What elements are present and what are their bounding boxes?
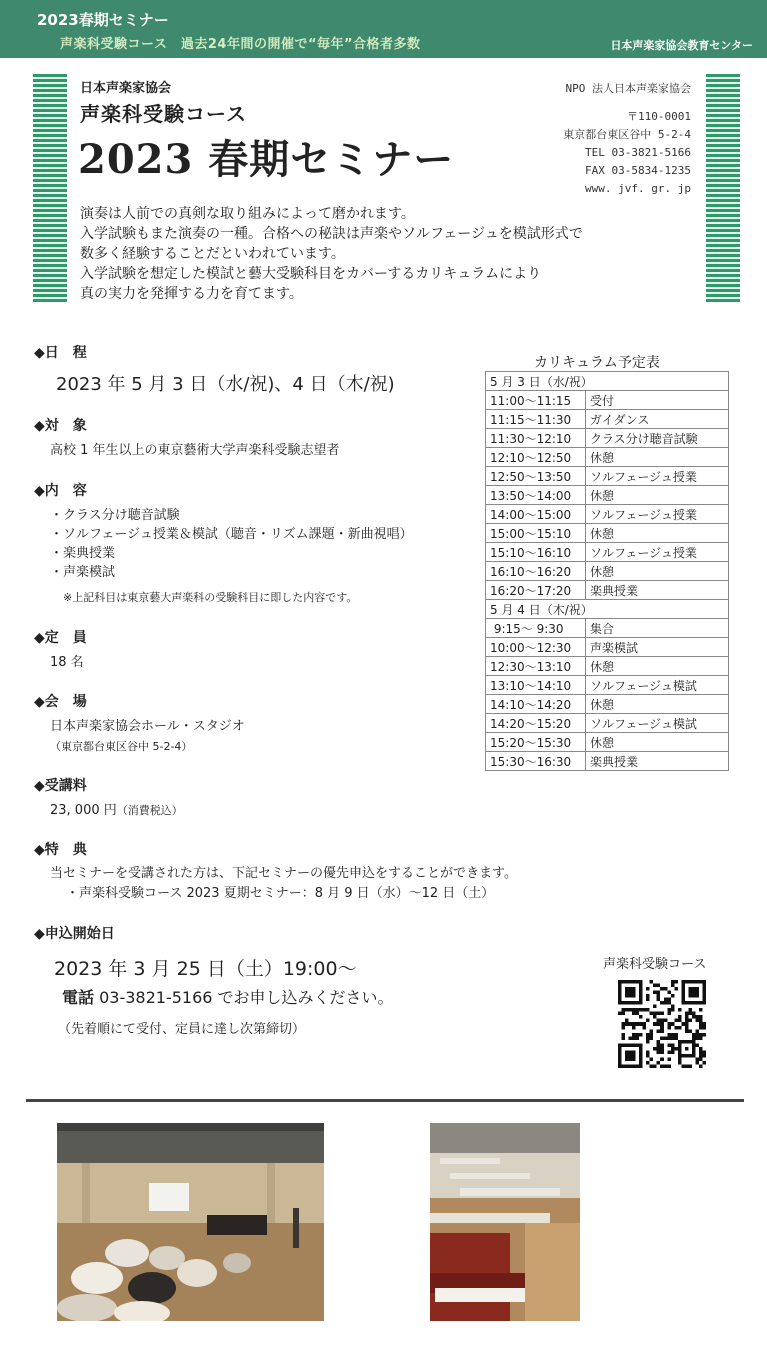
intro-line: 真の実力を発揮する力を育てます。 xyxy=(80,286,303,302)
apply-tel-row xyxy=(62,988,394,1007)
curriculum-time: 11:30～12:10 xyxy=(486,429,586,448)
content-list xyxy=(50,506,413,582)
banner-subtitle: 声楽科受験コース 過去24年間の開催で“毎年”合格者多数 xyxy=(60,37,421,52)
intro-text xyxy=(80,204,583,304)
curriculum-row xyxy=(486,467,729,486)
fee-value: 23, 000 円 xyxy=(50,803,117,818)
curriculum-item: 声楽模試 xyxy=(586,638,729,657)
curriculum-time: 13:10～14:10 xyxy=(486,676,586,695)
curriculum-time: 14:00～15:00 xyxy=(486,505,586,524)
apply-heading: ◆申込開始日 xyxy=(34,926,115,942)
fee-heading: ◆受講料 xyxy=(34,778,87,794)
practice-room-photo xyxy=(430,1123,580,1321)
contact-tel: TEL 03-3821-5166 xyxy=(585,146,691,159)
left-stripe-decoration xyxy=(33,74,67,302)
curriculum-item: ソルフェージュ模試 xyxy=(586,676,729,695)
curriculum-item: ソルフェージュ授業 xyxy=(586,467,729,486)
banner-org: 日本声楽家協会教育センター xyxy=(610,39,753,52)
top-banner xyxy=(0,0,767,58)
curriculum-item: 休憩 xyxy=(586,562,729,581)
curriculum-item: クラス分け聴音試験 xyxy=(586,429,729,448)
content-item: ・楽典授業 xyxy=(50,546,116,561)
schedule-heading: ◆日 程 xyxy=(34,345,87,361)
curriculum-day-row xyxy=(486,372,729,391)
lecture-hall-photo xyxy=(57,1123,324,1321)
curriculum-time: 15:10～16:10 xyxy=(486,543,586,562)
curriculum-day-row xyxy=(486,600,729,619)
content-heading: ◆内 容 xyxy=(34,483,87,499)
intro-line: 演奏は人前での真剣な取り組みによって磨かれます。 xyxy=(80,206,415,222)
curriculum-time: 10:00～12:30 xyxy=(486,638,586,657)
header-course: 声楽科受験コース xyxy=(80,102,247,126)
target-value: 高校 1 年生以上の東京藝術大学声楽科受験志望者 xyxy=(50,443,340,458)
curriculum-row xyxy=(486,524,729,543)
intro-line: 入学試験を想定した模試と藝大受験科目をカバーするカリキュラムにより xyxy=(80,266,542,282)
curriculum-row xyxy=(486,752,729,771)
curriculum-item: 休憩 xyxy=(586,695,729,714)
apply-note: （先着順にて受付、定員に達し次第締切） xyxy=(58,1022,306,1037)
divider xyxy=(26,1099,744,1102)
curriculum-time: 14:20～15:20 xyxy=(486,714,586,733)
curriculum-time: 15:00～15:10 xyxy=(486,524,586,543)
curriculum-item: ソルフェージュ授業 xyxy=(586,543,729,562)
contact-block xyxy=(563,80,691,198)
curriculum-time: 16:10～16:20 xyxy=(486,562,586,581)
fee-row xyxy=(50,801,183,820)
venue-value: 日本声楽家協会ホール・スタジオ xyxy=(50,719,245,734)
curriculum-time: 16:20～17:20 xyxy=(486,581,586,600)
curriculum-time: 11:00～11:15 xyxy=(486,391,586,410)
contact-address: 東京都台東区谷中 5-2-4 xyxy=(563,128,691,141)
curriculum-time: 12:30～13:10 xyxy=(486,657,586,676)
curriculum-row xyxy=(486,619,729,638)
curriculum-item: 休憩 xyxy=(586,524,729,543)
capacity-value: 18 名 xyxy=(50,655,84,670)
intro-line: 数多く経験することだといわれています。 xyxy=(80,246,345,262)
apply-date: 2023 年 3 月 25 日（土）19:00～ xyxy=(54,958,357,980)
curriculum-item: ガイダンス xyxy=(586,410,729,429)
curriculum-row xyxy=(486,733,729,752)
curriculum-row xyxy=(486,562,729,581)
curriculum-item: 休憩 xyxy=(586,657,729,676)
curriculum-time: 12:50～13:50 xyxy=(486,467,586,486)
fee-note: （消費税込） xyxy=(116,804,183,817)
curriculum-item: 集合 xyxy=(586,619,729,638)
curriculum-row xyxy=(486,638,729,657)
curriculum-time: 9:15～ 9:30 xyxy=(486,619,586,638)
curriculum-table xyxy=(485,371,729,771)
curriculum-row xyxy=(486,676,729,695)
curriculum-item: 休憩 xyxy=(586,486,729,505)
content-item: ・クラス分け聴音試験 xyxy=(50,508,180,523)
content-item: ・声楽模試 xyxy=(50,565,116,580)
banner-title: 2023春期セミナー xyxy=(37,11,169,29)
curriculum-row xyxy=(486,505,729,524)
benefit-line2: ・声楽科受験コース 2023 夏期セミナー：8 月 9 日（水）～12 日（土） xyxy=(66,886,495,901)
curriculum-row xyxy=(486,391,729,410)
curriculum-row xyxy=(486,448,729,467)
content-note: ※上記科目は東京藝大声楽科の受験科目に即した内容です。 xyxy=(63,591,358,604)
curriculum-item: ソルフェージュ模試 xyxy=(586,714,729,733)
apply-tel-label: 電話 xyxy=(62,988,95,1007)
contact-org: NPO 法人日本声楽家協会 xyxy=(565,82,691,95)
curriculum-item: 受付 xyxy=(586,391,729,410)
curriculum-item: 休憩 xyxy=(586,448,729,467)
curriculum-row xyxy=(486,429,729,448)
curriculum-row xyxy=(486,714,729,733)
curriculum-title: カリキュラム予定表 xyxy=(534,355,660,371)
curriculum-time: 12:10～12:50 xyxy=(486,448,586,467)
curriculum-time: 13:50～14:00 xyxy=(486,486,586,505)
curriculum-day: 5 月 4 日（木/祝） xyxy=(486,600,729,619)
page-title: 2023 春期セミナー xyxy=(78,136,455,183)
target-heading: ◆対 象 xyxy=(34,418,87,434)
curriculum-row xyxy=(486,410,729,429)
curriculum-row xyxy=(486,657,729,676)
curriculum-time: 15:20～15:30 xyxy=(486,733,586,752)
header-org: 日本声楽家協会 xyxy=(80,81,172,96)
capacity-heading: ◆定 員 xyxy=(34,630,87,646)
curriculum-item: 楽典授業 xyxy=(586,752,729,771)
curriculum-time: 11:15～11:30 xyxy=(486,410,586,429)
schedule-value: 2023 年 5 月 3 日（水/祝)、4 日（木/祝) xyxy=(56,374,395,395)
curriculum-item: 楽典授業 xyxy=(586,581,729,600)
curriculum-day: 5 月 3 日（水/祝） xyxy=(486,372,729,391)
venue-address: （東京都台東区谷中 5-2-4） xyxy=(50,740,193,753)
qr-label: 声楽科受験コース xyxy=(603,957,707,972)
apply-tel-line: 03-3821-5166 でお申し込みください。 xyxy=(99,988,394,1007)
contact-zip: 〒110-0001 xyxy=(627,110,691,123)
curriculum-time: 14:10～14:20 xyxy=(486,695,586,714)
contact-web[interactable]: www. jvf. gr. jp xyxy=(585,182,691,195)
contact-fax: FAX 03-5834-1235 xyxy=(585,164,691,177)
curriculum-item: ソルフェージュ授業 xyxy=(586,505,729,524)
content-item: ・ソルフェージュ授業＆模試（聴音・リズム課題・新曲視唱） xyxy=(50,527,413,542)
benefit-heading: ◆特 典 xyxy=(34,842,87,858)
intro-line: 入学試験もまた演奏の一種。合格への秘訣は声楽やソルフェージュを模試形式で xyxy=(80,226,583,242)
curriculum-row xyxy=(486,543,729,562)
curriculum-item: 休憩 xyxy=(586,733,729,752)
curriculum-row xyxy=(486,581,729,600)
curriculum-row xyxy=(486,695,729,714)
right-stripe-decoration xyxy=(706,74,740,302)
qr-code-icon[interactable] xyxy=(618,980,706,1068)
benefit-line1: 当セミナーを受講された方は、下記セミナーの優先申込をすることができます。 xyxy=(50,866,517,881)
curriculum-row xyxy=(486,486,729,505)
curriculum-time: 15:30～16:30 xyxy=(486,752,586,771)
venue-heading: ◆会 場 xyxy=(34,694,87,710)
